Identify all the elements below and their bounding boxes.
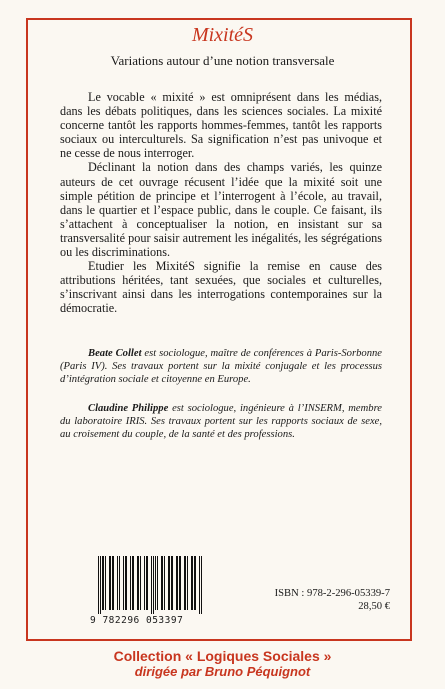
isbn-block [260, 587, 390, 613]
price: 28,50 € [358, 601, 390, 612]
barcode-bar [155, 556, 156, 610]
author-bios [60, 347, 382, 457]
barcode-bar [105, 556, 106, 610]
barcode-number: 9 782296 053397 [90, 615, 184, 626]
blurb-paragraph: Déclinant la notion dans des champs variés, les quinze auteurs de cet ouvrage récusent l’idée que la mixité soit une simple pétition de principe et l’interrogent à l’école, au travail, dans le quartier et l’espace public, dans le couple. Ce faisant, ils s’attachent à conceptualiser la notion, en insistant sur sa transversalité pour saisir autrement les inégalités, les ségrégations ou les discriminations. [60, 160, 382, 260]
blurb [60, 90, 382, 316]
author-name: Beate Collet [88, 348, 142, 359]
barcode-bar [140, 556, 141, 610]
barcode [90, 556, 230, 626]
barcode-bar [164, 556, 165, 610]
barcode-bar [117, 556, 118, 610]
barcode-bar [137, 556, 139, 610]
barcode-bar [144, 556, 145, 610]
barcode-bar [146, 556, 148, 610]
barcode-bar [199, 556, 200, 614]
barcode-bar [112, 556, 114, 610]
barcode-bar [123, 556, 124, 610]
barcode-bar [184, 556, 186, 610]
book-title: MixitéS [191, 24, 254, 46]
collection-name: Collection « Logiques Sociales » [113, 648, 332, 664]
barcode-bar [171, 556, 173, 610]
barcode-bar [102, 556, 104, 610]
barcode-bar [125, 556, 127, 610]
blurb-paragraph: Le vocable « mixité » est omniprésent dans les médias, dans les débats politiques, dans les sciences sociales. La mixité concerne tantôt les rapports hommes-femmes, tantôt les rapports sociaux ou interculturels. Sa signification n’est pas univoque et ne cesse de nous interroger. [60, 90, 382, 161]
barcode-bar [157, 556, 158, 610]
barcode-bar [132, 556, 134, 610]
barcode-bar [153, 556, 154, 614]
barcode-bar [176, 556, 178, 610]
barcode-bar [130, 556, 131, 610]
barcode-bar [179, 556, 181, 610]
collection-director: dirigée par Bruno Péquignot [134, 664, 311, 679]
author-name: Claudine Philippe [88, 403, 169, 414]
barcode-bars [90, 556, 230, 614]
isbn-label: ISBN : 978-2-296-05339-7 [274, 588, 390, 599]
barcode-bar [109, 556, 111, 610]
book-subtitle: Variations autour d’une notion transversale [110, 53, 335, 68]
author-bio-text: est sociologue, ingénieure à l’INSERM, membre du laboratoire IRIS. Ses travaux portent sur les rapports sociaux de sexe, au croisement du couple, de la santé et des professions. [60, 403, 383, 440]
barcode-bar [161, 556, 163, 610]
barcode-bar [100, 556, 101, 614]
barcode-bar [194, 556, 196, 610]
blurb-paragraph: Etudier les MixitéS signifie la remise en cause des attributions héritées, tant sexuées, que sociales et culturelles, s’inscrivant ainsi dans les interrogations contemporaines sur la démocratie. [60, 259, 382, 316]
barcode-bar [168, 556, 170, 610]
barcode-bar [191, 556, 193, 610]
barcode-bar [98, 556, 99, 614]
author-bio-text: est sociologue, maître de conférences à Paris-Sorbonne (Paris IV). Ses travaux portent sur la mixité conjugale et les processus d’intégration sociale et citoyenne en Europe. [60, 348, 382, 385]
barcode-bar [187, 556, 188, 610]
author-bio [60, 347, 382, 386]
barcode-bar [151, 556, 152, 614]
author-bio [60, 402, 382, 441]
barcode-bar [119, 556, 120, 610]
barcode-bar [201, 556, 202, 614]
